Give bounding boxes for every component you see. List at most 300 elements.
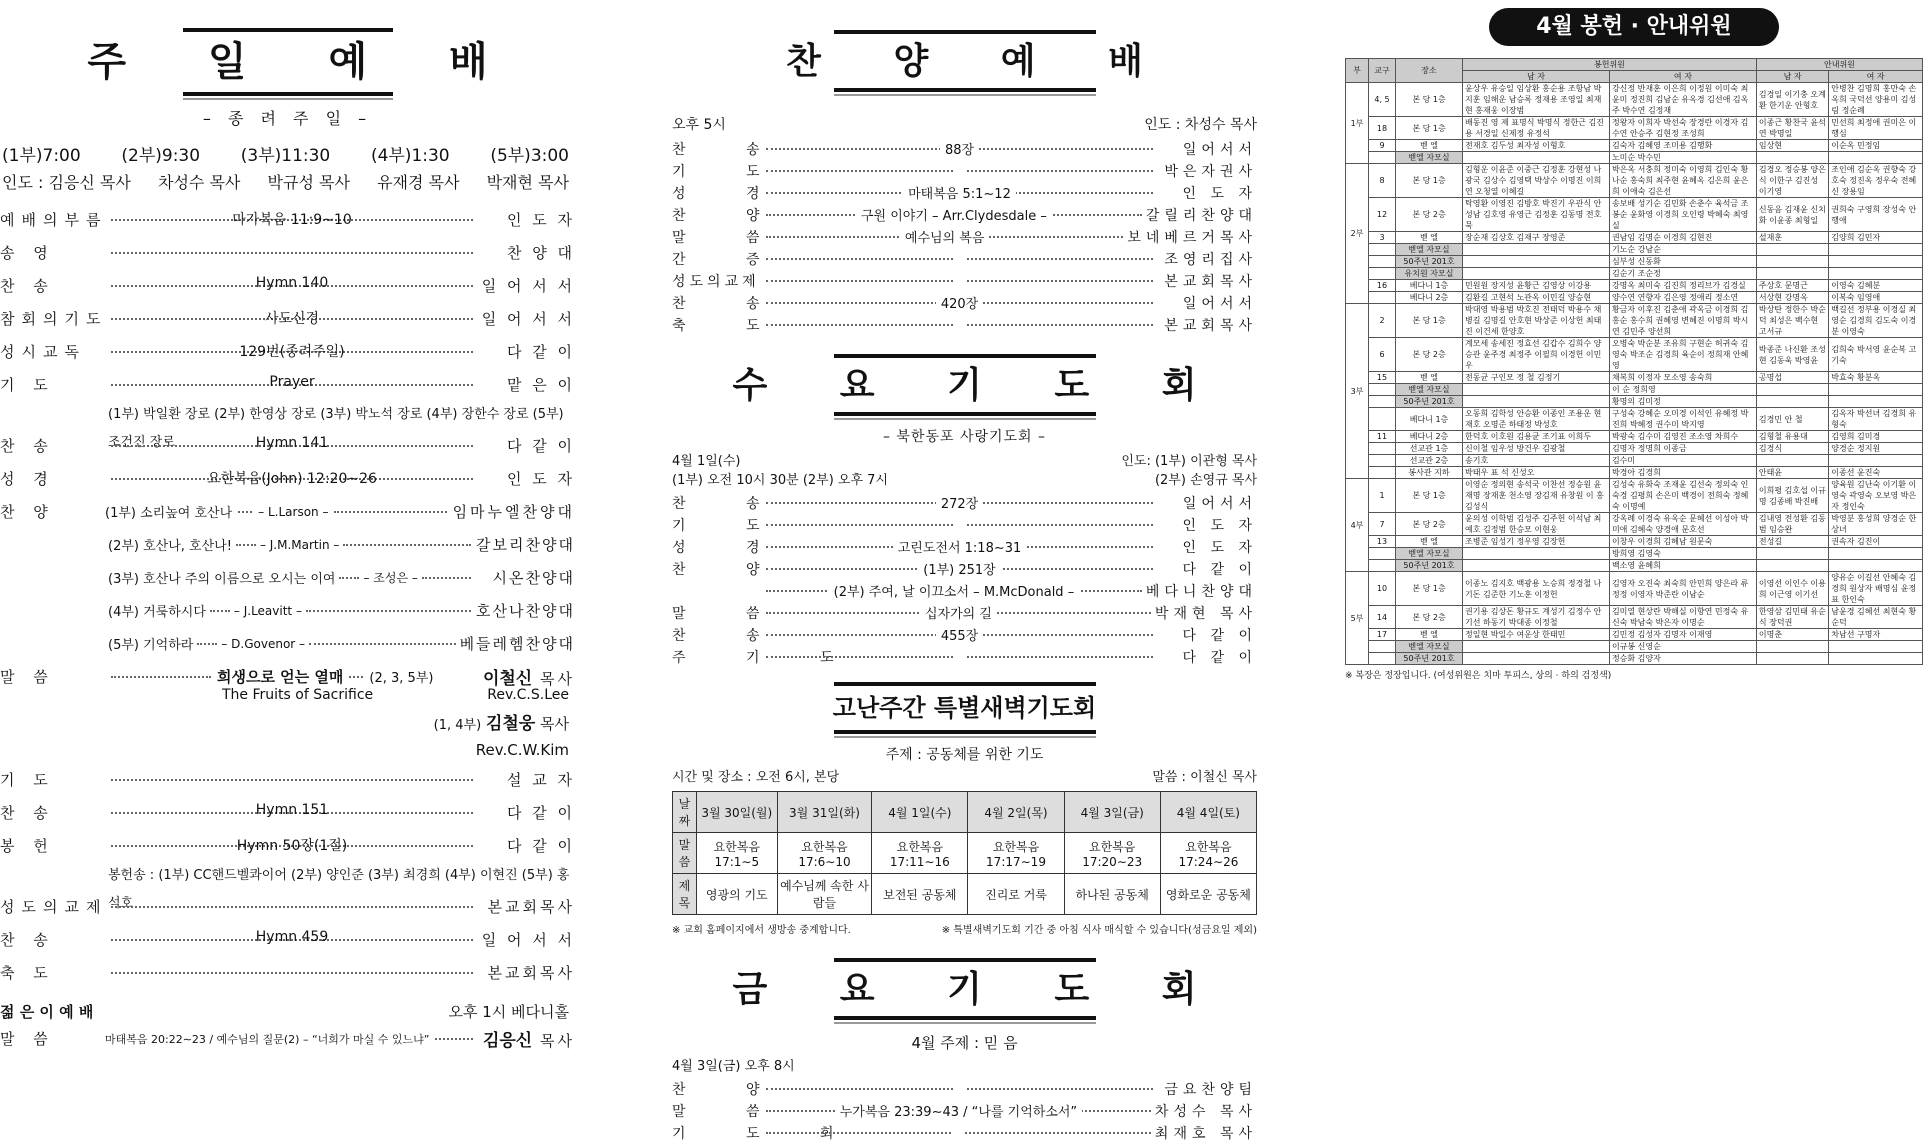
order-content: 88장	[940, 143, 979, 158]
table-row	[1346, 641, 1923, 653]
table-cell	[1756, 152, 1828, 164]
dot-leader	[236, 544, 256, 546]
table-cell: 이창우 이경희 김혜남 원문숙	[1609, 536, 1756, 548]
order-of-worship-1	[0, 203, 575, 401]
dot-leader	[766, 585, 1142, 600]
table-cell: 설재훈	[1756, 232, 1828, 244]
table-cell	[1463, 560, 1610, 572]
table-cell	[1369, 256, 1396, 268]
dot-leader: 요한복음(John) 12:20∼26	[111, 478, 473, 480]
wednesday-subtitle: – 북한동포 사랑기도회 –	[882, 429, 1047, 445]
title-bar-bottom	[834, 412, 1096, 416]
friday-theme: 4월 주제 : 믿 음	[911, 1034, 1018, 1052]
dot-leader: 사도신경	[111, 318, 473, 320]
table-cell: 민원원 장지성 윤황근 김영상 이강용	[1463, 280, 1610, 292]
anthem-title: (5부) 기억하라	[108, 638, 194, 653]
table-cell	[1369, 408, 1396, 431]
title-bar-bottom	[183, 92, 393, 96]
table-cell: 송보배 성기순 김민화 손춘수 육석금 조봉순 윤화영 이경희 오인령 박혜숙 최영실	[1609, 198, 1756, 232]
table-cell: 벧 엘	[1396, 536, 1463, 548]
table-cell: 신동음 김재윤 신치화 이윤종 최형일	[1756, 198, 1828, 232]
table-cell	[1756, 384, 1828, 396]
table-cell: 50주년 201호	[1396, 256, 1463, 268]
table-cell: 3월 31일(화)	[777, 792, 871, 833]
table-cell: 배동진 영 제 표명식 박명식 정한근 김진용 서경일 신제정 유정석	[1463, 117, 1610, 140]
table-cell: 안태윤	[1756, 467, 1828, 479]
dot-leader: Hymn 459	[111, 939, 473, 941]
table-cell: 안병찬 김명희 홍만숙 손옥희 국덕선 양용미 김성림 정순례	[1829, 83, 1923, 117]
table-cell: 5부	[1346, 572, 1369, 665]
table-row	[1346, 629, 1923, 641]
order-leader: 박은자권사	[1164, 164, 1257, 180]
table-row	[1346, 256, 1923, 268]
dot-leader	[766, 231, 1123, 246]
order-label: 간 증	[672, 252, 788, 268]
table-row	[1346, 280, 1923, 292]
order-row	[672, 492, 1257, 514]
wednesday-title-box	[672, 354, 1257, 420]
order-label: 주 기 도	[672, 650, 862, 666]
sermon-preacher	[479, 664, 575, 689]
table-cell: 1부	[1346, 83, 1369, 164]
sermon-preacher-name: 이철신	[482, 669, 533, 689]
table-cell	[1829, 384, 1923, 396]
dot-leader	[197, 643, 217, 645]
table-cell: 양경순 정지원	[1829, 443, 1923, 455]
table-cell: 권남임 김명순 이경희 김현진	[1609, 232, 1756, 244]
service-preacher: 박재현 목사	[486, 173, 569, 192]
sunday-subtitle: – 종 려 주 일 –	[202, 109, 373, 128]
order-row	[0, 462, 575, 495]
table-cell	[1463, 256, 1610, 268]
dot-leader	[309, 643, 456, 645]
dot-leader	[349, 676, 363, 678]
anthem-row	[0, 528, 575, 561]
table-row	[1346, 536, 1923, 548]
order-row	[672, 536, 1257, 558]
table-cell	[1756, 256, 1828, 268]
table-cell: 구성숙 강혜순 오미경 이석인 유혜정 박진희 박혜정 권수미 박지영	[1609, 408, 1756, 431]
title-bar-bottom	[834, 730, 1096, 734]
table-cell: 영광의 기도	[696, 874, 777, 915]
table-cell	[1756, 396, 1828, 408]
order-content	[955, 1080, 965, 1095]
order-row	[0, 763, 575, 796]
table-cell: 벧엘 자모실	[1396, 384, 1463, 396]
order-content: 마태복음 5:1∼12	[903, 187, 1016, 202]
order-leader: 일 어 서 서	[481, 931, 575, 949]
table-cell	[1369, 152, 1396, 164]
table-cell: 박은옥 서충희 정미숙 이영희 김인숙 황나순 홍숙희 최주현 윤혜옥 김은희 윤은희 이애숙 김은선	[1609, 164, 1756, 198]
title-bar-bottom	[834, 88, 1096, 92]
order-row	[0, 236, 575, 269]
column-header: 여 자	[1609, 71, 1756, 83]
table-cell: 12	[1369, 198, 1396, 232]
dot-leader	[766, 656, 1153, 658]
anthem-title: (2부) 호산나, 호산나!	[108, 539, 232, 554]
order-label: 찬 양	[672, 562, 788, 578]
order-label: 성 경	[0, 470, 55, 488]
order-leader: 다 같 이	[1182, 628, 1257, 644]
table-cell: 예수님께 속한 사람들	[777, 874, 871, 915]
order-row	[0, 956, 575, 989]
order-row	[0, 368, 575, 401]
order-leader: 다 같 이	[1182, 650, 1257, 666]
table-cell: 9	[1369, 140, 1396, 152]
table-cell: 본 당 2층	[1396, 513, 1463, 536]
table-cell: 10	[1369, 572, 1396, 606]
table-cell: 17	[1369, 629, 1396, 641]
sermon-parts2: (1, 4부)	[433, 718, 482, 733]
dot-leader	[766, 297, 1153, 312]
order-leader: 인 도 자	[1182, 540, 1257, 556]
dot-leader: Hymn 141	[111, 445, 473, 447]
row-header: 말씀	[673, 833, 697, 874]
table-cell: 선교관 2층	[1396, 455, 1463, 467]
sermon-preacher2: 김철웅	[485, 714, 536, 734]
order-label: 찬 송	[672, 628, 788, 644]
table-cell: 이영숙 김혜분	[1829, 280, 1923, 292]
table-cell	[1756, 268, 1828, 280]
table-cell: 김경오 정승봉 양은식 이한구 김진성 이기영	[1756, 164, 1828, 198]
pastor-title: 목사	[540, 1032, 575, 1050]
table-cell: 김환길 고현석 노관옥 이민길 양승현	[1463, 292, 1610, 304]
order-row	[0, 269, 575, 302]
table-cell: 백소영 윤혜희	[1609, 560, 1756, 572]
table-cell	[1756, 641, 1828, 653]
table-cell: 18	[1369, 117, 1396, 140]
title-bar-shadow	[834, 1022, 1096, 1024]
prayer-note: (1부) 박일환 장로 (2부) 한영상 장로 (3부) 박노석 장로 (4부) 장한수 장로 (5부) 조건진 장로	[108, 407, 564, 450]
table-cell: 전성길	[1756, 536, 1828, 548]
table-cell: 4월 3일(금)	[1064, 792, 1160, 833]
young-sermon-label: 말 씀	[0, 1030, 55, 1048]
dot-leader	[111, 252, 473, 254]
table-row	[1346, 572, 1923, 606]
duty-roster-title: 4월 봉헌 · 안내위원	[1489, 8, 1779, 46]
dot-leader	[766, 170, 1153, 172]
dawn-notes	[672, 921, 1257, 936]
table-cell: 2	[1369, 304, 1396, 338]
table-row	[1346, 338, 1923, 372]
table-cell: 7	[1369, 513, 1396, 536]
sunday-worship-section	[0, 0, 575, 1055]
table-cell: 4월 2일(목)	[968, 792, 1064, 833]
table-cell: 박태우 표 석 신성오	[1463, 467, 1610, 479]
table-cell	[1463, 384, 1610, 396]
table-cell: 이 순 정희영	[1609, 384, 1756, 396]
order-label: 찬 양	[672, 1082, 788, 1098]
order-leader: 조영리집사	[1164, 252, 1257, 268]
table-cell	[1463, 152, 1610, 164]
order-row	[672, 514, 1257, 536]
table-cell: 이순옥 민정임	[1829, 140, 1923, 152]
table-cell: 권기용 김상돈 황규도 계성기 김정수 안기선 하동기 박대종 이정철	[1463, 606, 1610, 629]
duty-roster-body	[1346, 83, 1923, 665]
table-cell	[1463, 548, 1610, 560]
dot-leader	[766, 1132, 1151, 1134]
table-cell: 방희영 김영숙	[1609, 548, 1756, 560]
praise-title: 찬 양 예 배	[786, 40, 1173, 82]
title-bar-shadow	[834, 418, 1096, 420]
order-row	[672, 1078, 1257, 1100]
dot-leader	[339, 577, 359, 579]
column-header: 장소	[1396, 59, 1463, 83]
service-time: (5부)3:00	[490, 146, 569, 166]
table-cell	[1369, 455, 1396, 467]
column-header: 교구	[1369, 59, 1396, 83]
title-bar-bottom	[834, 1016, 1096, 1020]
dot-leader	[111, 972, 473, 974]
anthem-title: (4부) 거룩하시다	[108, 605, 206, 620]
table-cell: 본 당 1층	[1396, 304, 1463, 338]
table-cell: 전동균 구인모 정 철 김정기	[1463, 372, 1610, 384]
column-header: 부	[1346, 59, 1369, 83]
table-cell: 벧엘 자모실	[1396, 548, 1463, 560]
order-leader: 보네베르거목사	[1127, 230, 1257, 246]
table-cell	[1756, 653, 1828, 665]
table-cell: 벧 엘	[1396, 629, 1463, 641]
pastor-title: 목사	[540, 715, 569, 733]
table-row	[673, 874, 1257, 915]
table-cell: 김영희 김미경	[1829, 431, 1923, 443]
order-label: 찬 송	[0, 931, 55, 949]
order-row	[672, 1122, 1257, 1144]
dot-leader: 마가복음 11:9∼10	[111, 219, 473, 221]
order-label: 찬 송	[0, 804, 55, 822]
table-cell: 15	[1369, 372, 1396, 384]
table-cell	[1369, 443, 1396, 455]
table-cell: 송기호	[1463, 455, 1610, 467]
service-preacher: 박규성 목사	[267, 173, 350, 192]
order-content: (2부) 주여, 날 이끄소서 – M.McDonald –	[829, 585, 1080, 600]
dawn-place: 시간 및 장소 : 오전 6시, 본당	[672, 770, 840, 785]
table-row	[1346, 152, 1923, 164]
row-header: 제목	[673, 874, 697, 915]
dot-leader	[766, 541, 1153, 556]
table-row	[1346, 372, 1923, 384]
order-label: 기 도	[0, 771, 55, 789]
dawn-theme: 주제 : 공동체를 위한 기도	[885, 747, 1044, 763]
order-label: 찬 송	[0, 437, 55, 455]
order-leader: 본교회목사	[1164, 318, 1257, 334]
table-cell	[1369, 268, 1396, 280]
order-row	[0, 203, 575, 236]
order-content	[955, 316, 965, 331]
order-label: 축 도	[672, 318, 788, 334]
order-leader: 일어서서	[1182, 496, 1257, 512]
table-row	[1346, 198, 1923, 232]
order-of-worship-4	[0, 890, 575, 989]
table-cell: 남윤경 김혜선 최현숙 황순덕	[1829, 606, 1923, 629]
order-leader: 일 어 서 서	[481, 277, 575, 295]
order-label: 성 경	[672, 540, 788, 556]
dot-leader	[766, 258, 1153, 260]
anthem-composer: – J.Leavitt –	[233, 603, 302, 618]
dot-leader	[766, 187, 1153, 202]
table-cell: 정일현 박일수 여운상 한태민	[1463, 629, 1610, 641]
dot-leader: Prayer	[111, 384, 473, 386]
order-leader: 찬 양 대	[506, 244, 575, 262]
order-label: 기 도	[672, 518, 788, 534]
table-cell	[1829, 268, 1923, 280]
table-cell	[1756, 560, 1828, 572]
praise-title-box	[672, 30, 1257, 96]
table-cell: 3월 30일(월)	[696, 792, 777, 833]
table-cell	[1829, 396, 1923, 408]
order-leader: 본교회목사	[1164, 274, 1257, 290]
order-label: 말 씀	[672, 230, 788, 246]
dot-leader	[766, 563, 1153, 578]
table-row	[1346, 164, 1923, 198]
order-leader: 다 같 이	[506, 837, 575, 855]
order-row	[0, 829, 575, 862]
praise-order	[672, 138, 1257, 336]
order-row	[672, 138, 1257, 160]
table-cell: 2부	[1346, 164, 1369, 304]
table-cell: 11	[1369, 431, 1396, 443]
table-cell: 오병숙 박순분 조유희 구현순 허귀숙 김영숙 박조순 김경희 육순이 정희재 안혜영	[1609, 338, 1756, 372]
table-cell: 노미순 박수민	[1609, 152, 1756, 164]
order-leader: 갈릴리찬양대	[1145, 208, 1257, 224]
dawn-speaker: 말씀 : 이철신 목사	[1152, 770, 1257, 785]
table-cell: 윤상우 유승일 임상환 홍순용 조항남 박지훈 임해운 남승록 정재용 조영일 최재현 홍재웅 이장범	[1463, 83, 1610, 117]
dot-leader	[766, 143, 1153, 158]
service-time: (2부)9:30	[121, 146, 201, 166]
dot-leader	[306, 610, 471, 612]
table-row	[1346, 560, 1923, 572]
order-row	[672, 624, 1257, 646]
wednesday-date: 4월 1일(수)	[672, 454, 741, 469]
table-cell: 양유순 이길선 안혜숙 김경희 원상자 배명심 윤정표 한인숙	[1829, 572, 1923, 606]
table-row	[673, 833, 1257, 874]
dot-leader	[343, 544, 471, 546]
table-cell: 김경일 이기충 오계환 한기운 안형호	[1756, 83, 1828, 117]
table-cell: 계모세 송세진 정효선 김갑수 김희수 양승관 윤주경 최정주 이필희 이경헌 이민우	[1463, 338, 1610, 372]
friday-title: 금 요 기 도 회	[732, 968, 1227, 1010]
order-row	[672, 226, 1257, 248]
table-cell: 진리로 거룩	[968, 874, 1064, 915]
table-cell	[1463, 396, 1610, 408]
table-cell: 김수미	[1609, 455, 1756, 467]
table-cell: 선교관 1층	[1396, 443, 1463, 455]
anthem-choir: 갈보리찬양대	[476, 536, 575, 554]
order-leader: 금요찬양팀	[1164, 1082, 1257, 1098]
table-cell: 베다니 2층	[1396, 292, 1463, 304]
table-cell: 김순기 조순정	[1609, 268, 1756, 280]
order-label: 기 도	[672, 164, 788, 180]
dot-leader: Hymn 151	[111, 812, 473, 814]
table-cell	[1369, 467, 1396, 479]
table-cell: 장순재 김상호 김재구 장영준	[1463, 232, 1610, 244]
table-cell	[1463, 641, 1610, 653]
table-row	[1346, 513, 1923, 536]
order-of-worship-2	[0, 429, 575, 495]
column-header: 안내위원	[1756, 59, 1922, 71]
dawn-info	[672, 766, 1257, 785]
table-cell: 이희평 김호섭 이규명 김종배 박진배	[1756, 479, 1828, 513]
wednesday-info-2	[672, 469, 1257, 488]
table-cell: 벧 엘	[1396, 232, 1463, 244]
table-cell	[1829, 152, 1923, 164]
order-content: 고린도전서 1:18∼31	[893, 541, 1027, 556]
table-cell: 양육원 김난숙 이기환 이영숙 곽영숙 오보영 박은자 정인숙	[1829, 479, 1923, 513]
table-cell: 보전된 공동체	[872, 874, 968, 915]
order-content	[955, 516, 965, 531]
anthem-list	[0, 528, 575, 660]
dot-leader	[766, 209, 1142, 224]
sermon-preacher2-row	[0, 711, 575, 737]
table-cell: 본 당 2층	[1396, 606, 1463, 629]
offering-note: 봉헌송 : (1부) CC핸드벨콰이어 (2부) 양인준 (3부) 최경희 (4부) 이현진 (5부) 홍석호	[108, 868, 570, 911]
order-row	[672, 602, 1257, 624]
table-cell	[1463, 268, 1610, 280]
order-leader: 다 같 이	[506, 804, 575, 822]
table-cell: 오동희 김학성 안승환 이종인 조용운 현재호 오명준 하태정 박성호	[1463, 408, 1610, 431]
table-cell: 요한복음 17:1∼5	[696, 833, 777, 874]
table-row	[1346, 653, 1923, 665]
order-content: 272장	[936, 497, 983, 512]
order-leader: 설 교 자	[506, 771, 575, 789]
table-cell: 4, 5	[1369, 83, 1396, 117]
table-cell: 4월 4일(토)	[1160, 792, 1256, 833]
table-cell: 김양희 김민자	[1829, 232, 1923, 244]
young-adult-sermon-row	[0, 1022, 575, 1055]
table-cell: 김명자 정명희 이종금	[1609, 443, 1756, 455]
column-header: 여 자	[1829, 71, 1923, 83]
table-row	[1346, 467, 1923, 479]
order-leader: 인 도 자	[1182, 186, 1257, 202]
order-label: 찬 양	[672, 208, 788, 224]
table-row	[1346, 455, 1923, 467]
order-content	[955, 272, 965, 287]
order-row	[672, 204, 1257, 226]
table-cell: 베다니 2층	[1396, 431, 1463, 443]
table-cell	[1829, 653, 1923, 665]
order-label: 찬 송	[672, 496, 788, 512]
table-cell	[1756, 548, 1828, 560]
table-row	[1346, 268, 1923, 280]
table-cell: 하나된 공동체	[1064, 874, 1160, 915]
dot-leader	[111, 779, 473, 781]
table-cell: 김경식	[1756, 443, 1828, 455]
order-leader: 베다니찬양대	[1145, 584, 1257, 600]
order-content: 420장	[936, 297, 983, 312]
anthem-choir: 호산나찬양대	[476, 602, 575, 620]
duty-roster-section	[1345, 0, 1923, 681]
table-cell: 벧 엘	[1396, 140, 1463, 152]
anthem-choir: 시온찬양대	[492, 569, 575, 587]
anthem-row	[0, 561, 575, 594]
table-cell: 본 당 1층	[1396, 479, 1463, 513]
dot-leader	[766, 497, 1153, 512]
weekday-services-section	[672, 0, 1257, 1144]
dot-leader	[238, 511, 252, 513]
anthem-choir: 임마누엘찬양대	[452, 503, 575, 521]
order-label: 봉 헌	[0, 837, 55, 855]
dot-leader	[766, 1105, 1151, 1120]
order-leader: 최재호 목사	[1154, 1126, 1257, 1142]
table-cell: 요한복음 17:17∼19	[968, 833, 1064, 874]
table-cell	[1369, 653, 1396, 665]
order-content: 예수님의 복음	[900, 231, 989, 246]
order-leader: 일어서서	[1182, 142, 1257, 158]
table-cell: 3	[1369, 232, 1396, 244]
pastor-title: 목사	[540, 670, 575, 688]
order-content: (1부) 251장	[918, 563, 1000, 578]
order-row	[0, 796, 575, 829]
anthem-row	[0, 495, 575, 528]
